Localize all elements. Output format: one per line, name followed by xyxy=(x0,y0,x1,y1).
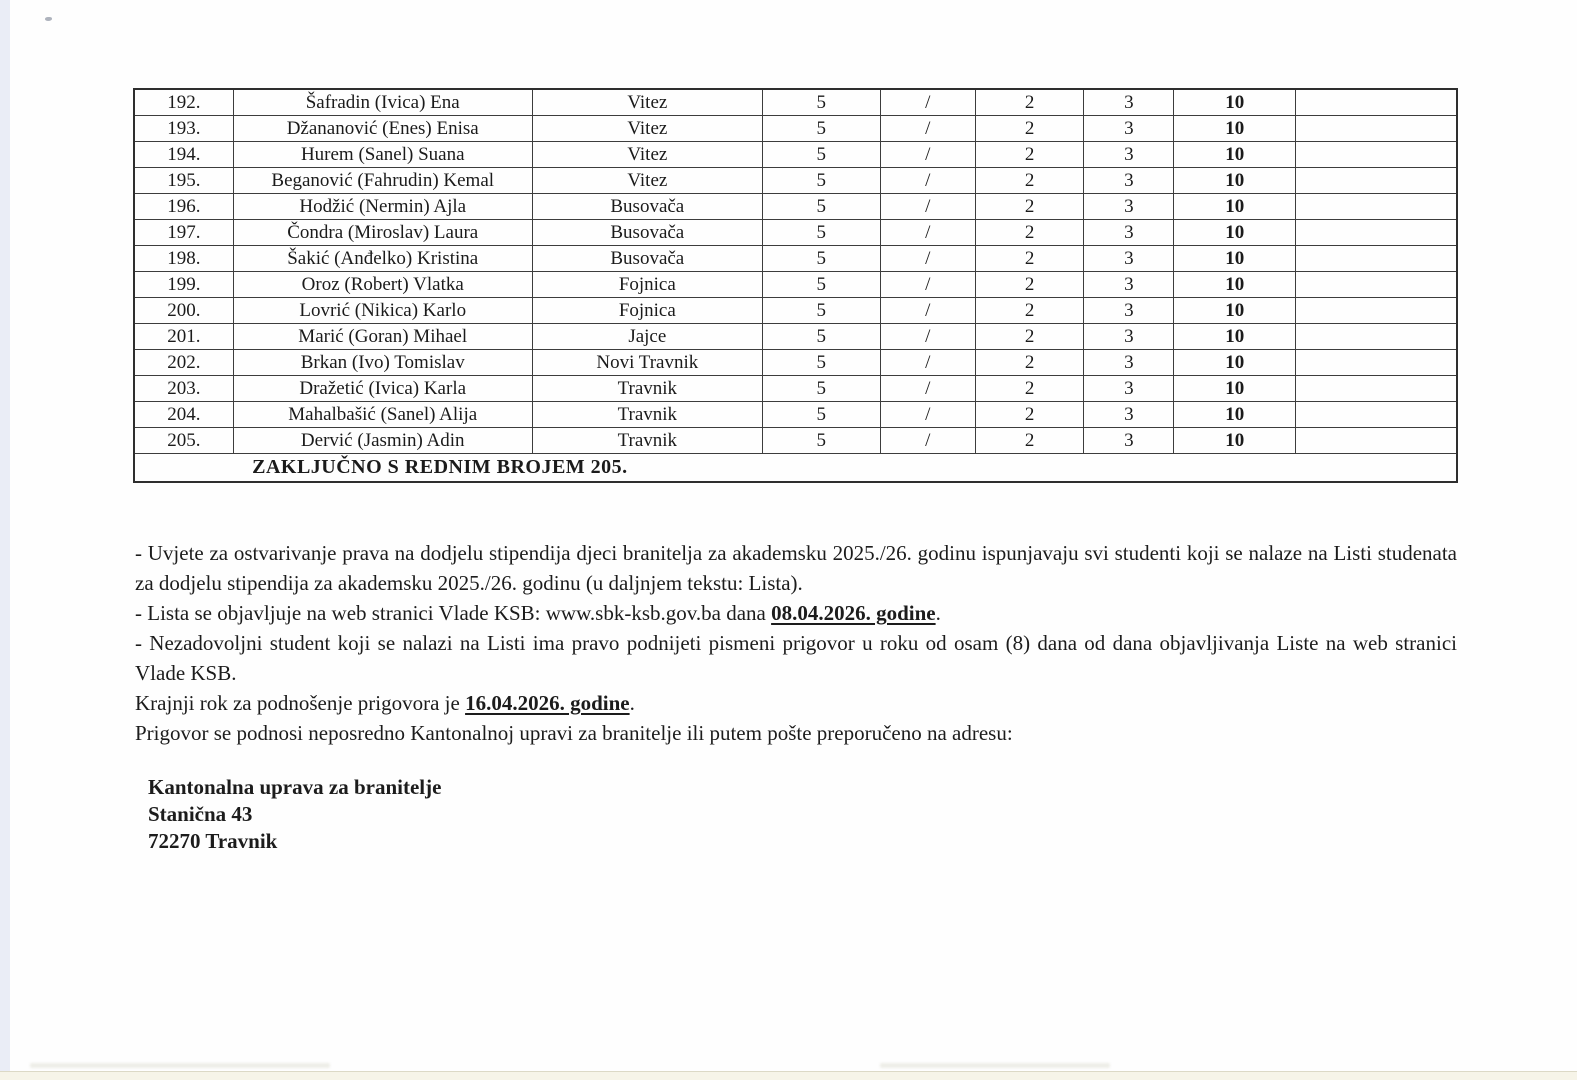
cell-town: Jajce xyxy=(532,324,762,350)
table-row xyxy=(134,272,1457,298)
publication-period: . xyxy=(935,601,941,625)
cell-value-1: 5 xyxy=(762,428,880,454)
cell-value-4: 3 xyxy=(1084,246,1174,272)
cell-value-4: 3 xyxy=(1084,272,1174,298)
cell-town: Fojnica xyxy=(532,272,762,298)
table-row xyxy=(134,376,1457,402)
cell-value-3: 2 xyxy=(975,272,1083,298)
scan-artifact-speck xyxy=(45,17,52,21)
cell-total: 10 xyxy=(1174,89,1296,116)
cell-empty xyxy=(1296,350,1457,376)
cell-value-1: 5 xyxy=(762,402,880,428)
cell-value-4: 3 xyxy=(1084,220,1174,246)
paragraph-eligibility: - Uvjete za ostvarivanje prava na dodjelu stipendija djeci branitelja za akademsku 2025./26. godinu ispunjavaju svi studenti koji se nalaze na Listi studenata za dodjelu stipendija za akademsku 2025./26. godinu (u daljnjem tekstu: Lista). xyxy=(135,541,1457,595)
cell-ordinal: 198. xyxy=(134,246,233,272)
cell-town: Vitez xyxy=(532,168,762,194)
cell-name: Šafradin (Ivica) Ena xyxy=(233,89,532,116)
cell-empty xyxy=(1296,89,1457,116)
cell-ordinal: 200. xyxy=(134,298,233,324)
table-row xyxy=(134,220,1457,246)
cell-value-1: 5 xyxy=(762,220,880,246)
table-row xyxy=(134,194,1457,220)
cell-town: Vitez xyxy=(532,89,762,116)
paragraph-complaint xyxy=(135,628,1457,718)
cell-empty xyxy=(1296,324,1457,350)
publication-text: - Lista se objavljuje na web stranici Vlade KSB: www.sbk-ksb.gov.ba dana xyxy=(135,601,772,625)
cell-total: 10 xyxy=(1174,116,1296,142)
table-row xyxy=(134,402,1457,428)
table-row xyxy=(134,168,1457,194)
cell-value-1: 5 xyxy=(762,376,880,402)
cell-name: Šakić (Anđelko) Kristina xyxy=(233,246,532,272)
cell-value-1: 5 xyxy=(762,350,880,376)
cell-ordinal: 204. xyxy=(134,402,233,428)
address-line-institution: Kantonalna uprava za branitelje xyxy=(148,775,442,799)
cell-value-3: 2 xyxy=(975,402,1083,428)
table-row xyxy=(134,116,1457,142)
cell-total: 10 xyxy=(1174,350,1296,376)
cell-value-2: / xyxy=(880,376,975,402)
cell-value-3: 2 xyxy=(975,350,1083,376)
table-body xyxy=(134,89,1457,454)
scan-smudge-right xyxy=(880,1063,1110,1068)
cell-ordinal: 192. xyxy=(134,89,233,116)
summary-text: ZAKLJUČNO S REDNIM BROJEM 205. xyxy=(252,456,628,478)
address-line-city: 72270 Travnik xyxy=(148,829,278,853)
table-row xyxy=(134,89,1457,116)
cell-value-2: / xyxy=(880,428,975,454)
cell-empty xyxy=(1296,376,1457,402)
cell-total: 10 xyxy=(1174,428,1296,454)
scan-smudge-left xyxy=(30,1063,330,1068)
table-row xyxy=(134,324,1457,350)
cell-empty xyxy=(1296,220,1457,246)
cell-name: Hurem (Sanel) Suana xyxy=(233,142,532,168)
cell-value-4: 3 xyxy=(1084,89,1174,116)
summary-row xyxy=(134,454,1457,483)
cell-ordinal: 196. xyxy=(134,194,233,220)
cell-ordinal: 193. xyxy=(134,116,233,142)
scan-left-edge-strip xyxy=(0,0,10,1080)
cell-value-3: 2 xyxy=(975,298,1083,324)
paragraph-submission: Prigovor se podnosi neposredno Kantonalnoj upravi za branitelje ili putem pošte preporučeno na adresu: xyxy=(135,721,1013,745)
scan-bottom-edge-strip xyxy=(0,1071,1577,1080)
cell-ordinal: 195. xyxy=(134,168,233,194)
cell-value-4: 3 xyxy=(1084,324,1174,350)
cell-town: Fojnica xyxy=(532,298,762,324)
cell-value-2: / xyxy=(880,194,975,220)
cell-town: Busovača xyxy=(532,194,762,220)
cell-value-4: 3 xyxy=(1084,350,1174,376)
cell-value-2: / xyxy=(880,168,975,194)
cell-value-1: 5 xyxy=(762,194,880,220)
cell-town: Busovača xyxy=(532,246,762,272)
cell-total: 10 xyxy=(1174,324,1296,350)
deadline-period: . xyxy=(629,691,635,715)
cell-name: Brkan (Ivo) Tomislav xyxy=(233,350,532,376)
cell-value-3: 2 xyxy=(975,376,1083,402)
cell-name: Oroz (Robert) Vlatka xyxy=(233,272,532,298)
cell-value-4: 3 xyxy=(1084,194,1174,220)
cell-town: Vitez xyxy=(532,116,762,142)
cell-ordinal: 203. xyxy=(134,376,233,402)
cell-value-3: 2 xyxy=(975,220,1083,246)
cell-value-1: 5 xyxy=(762,168,880,194)
cell-ordinal: 201. xyxy=(134,324,233,350)
cell-value-3: 2 xyxy=(975,194,1083,220)
cell-value-4: 3 xyxy=(1084,168,1174,194)
cell-name: Marić (Goran) Mihael xyxy=(233,324,532,350)
cell-value-3: 2 xyxy=(975,142,1083,168)
cell-town: Travnik xyxy=(532,402,762,428)
document-body-text xyxy=(135,538,1457,855)
cell-name: Hodžić (Nermin) Ajla xyxy=(233,194,532,220)
cell-value-2: / xyxy=(880,246,975,272)
cell-name: Mahalbašić (Sanel) Alija xyxy=(233,402,532,428)
cell-value-1: 5 xyxy=(762,246,880,272)
cell-value-3: 2 xyxy=(975,89,1083,116)
cell-value-2: / xyxy=(880,402,975,428)
cell-value-3: 2 xyxy=(975,116,1083,142)
cell-empty xyxy=(1296,272,1457,298)
cell-name: Dražetić (Ivica) Karla xyxy=(233,376,532,402)
cell-empty xyxy=(1296,246,1457,272)
cell-value-3: 2 xyxy=(975,168,1083,194)
cell-total: 10 xyxy=(1174,298,1296,324)
cell-value-2: / xyxy=(880,350,975,376)
cell-value-1: 5 xyxy=(762,142,880,168)
cell-empty xyxy=(1296,142,1457,168)
cell-value-2: / xyxy=(880,324,975,350)
cell-name: Beganović (Fahrudin) Kemal xyxy=(233,168,532,194)
cell-name: Lovrić (Nikica) Karlo xyxy=(233,298,532,324)
cell-value-2: / xyxy=(880,116,975,142)
cell-total: 10 xyxy=(1174,246,1296,272)
table-row xyxy=(134,142,1457,168)
complaint-deadline-date: 16.04.2026. godine xyxy=(465,691,630,715)
cell-total: 10 xyxy=(1174,194,1296,220)
cell-total: 10 xyxy=(1174,376,1296,402)
cell-value-4: 3 xyxy=(1084,402,1174,428)
cell-value-4: 3 xyxy=(1084,298,1174,324)
cell-total: 10 xyxy=(1174,402,1296,428)
cell-value-2: / xyxy=(880,220,975,246)
cell-value-1: 5 xyxy=(762,272,880,298)
publication-date: 08.04.2026. godine xyxy=(771,601,936,625)
cell-empty xyxy=(1296,116,1457,142)
cell-value-2: / xyxy=(880,298,975,324)
table-row xyxy=(134,298,1457,324)
cell-value-4: 3 xyxy=(1084,428,1174,454)
cell-value-4: 3 xyxy=(1084,376,1174,402)
cell-value-1: 5 xyxy=(762,298,880,324)
paragraph-publication xyxy=(135,598,1457,628)
cell-value-2: / xyxy=(880,142,975,168)
cell-town: Travnik xyxy=(532,428,762,454)
cell-total: 10 xyxy=(1174,220,1296,246)
address-block xyxy=(148,774,1457,855)
cell-town: Travnik xyxy=(532,376,762,402)
cell-ordinal: 202. xyxy=(134,350,233,376)
cell-ordinal: 194. xyxy=(134,142,233,168)
cell-empty xyxy=(1296,402,1457,428)
cell-empty xyxy=(1296,168,1457,194)
cell-total: 10 xyxy=(1174,142,1296,168)
cell-ordinal: 197. xyxy=(134,220,233,246)
deadline-text: Krajnji rok za podnošenje prigovora je xyxy=(135,691,466,715)
cell-value-4: 3 xyxy=(1084,142,1174,168)
table-row xyxy=(134,428,1457,454)
cell-ordinal: 199. xyxy=(134,272,233,298)
cell-town: Novi Travnik xyxy=(532,350,762,376)
cell-value-1: 5 xyxy=(762,324,880,350)
cell-name: Čondra (Miroslav) Laura xyxy=(233,220,532,246)
cell-empty xyxy=(1296,298,1457,324)
cell-value-4: 3 xyxy=(1084,116,1174,142)
cell-value-1: 5 xyxy=(762,89,880,116)
table-row xyxy=(134,246,1457,272)
summary-cell xyxy=(134,454,1457,483)
table-row xyxy=(134,350,1457,376)
cell-value-2: / xyxy=(880,89,975,116)
cell-value-3: 2 xyxy=(975,324,1083,350)
cell-value-3: 2 xyxy=(975,246,1083,272)
address-line-street: Stanična 43 xyxy=(148,802,253,826)
complaint-text: - Nezadovoljni student koji se nalazi na Listi ima pravo podnijeti pismeni prigovor u roku od osam (8) dana od dana objavljivanja Liste na web stranici Vlade KSB. xyxy=(135,631,1457,685)
cell-empty xyxy=(1296,428,1457,454)
cell-value-1: 5 xyxy=(762,116,880,142)
cell-total: 10 xyxy=(1174,272,1296,298)
cell-value-3: 2 xyxy=(975,428,1083,454)
cell-town: Vitez xyxy=(532,142,762,168)
cell-total: 10 xyxy=(1174,168,1296,194)
cell-value-2: / xyxy=(880,272,975,298)
cell-town: Busovača xyxy=(532,220,762,246)
cell-name: Dervić (Jasmin) Adin xyxy=(233,428,532,454)
cell-name: Džananović (Enes) Enisa xyxy=(233,116,532,142)
scholarship-student-table xyxy=(133,88,1458,483)
cell-empty xyxy=(1296,194,1457,220)
cell-ordinal: 205. xyxy=(134,428,233,454)
